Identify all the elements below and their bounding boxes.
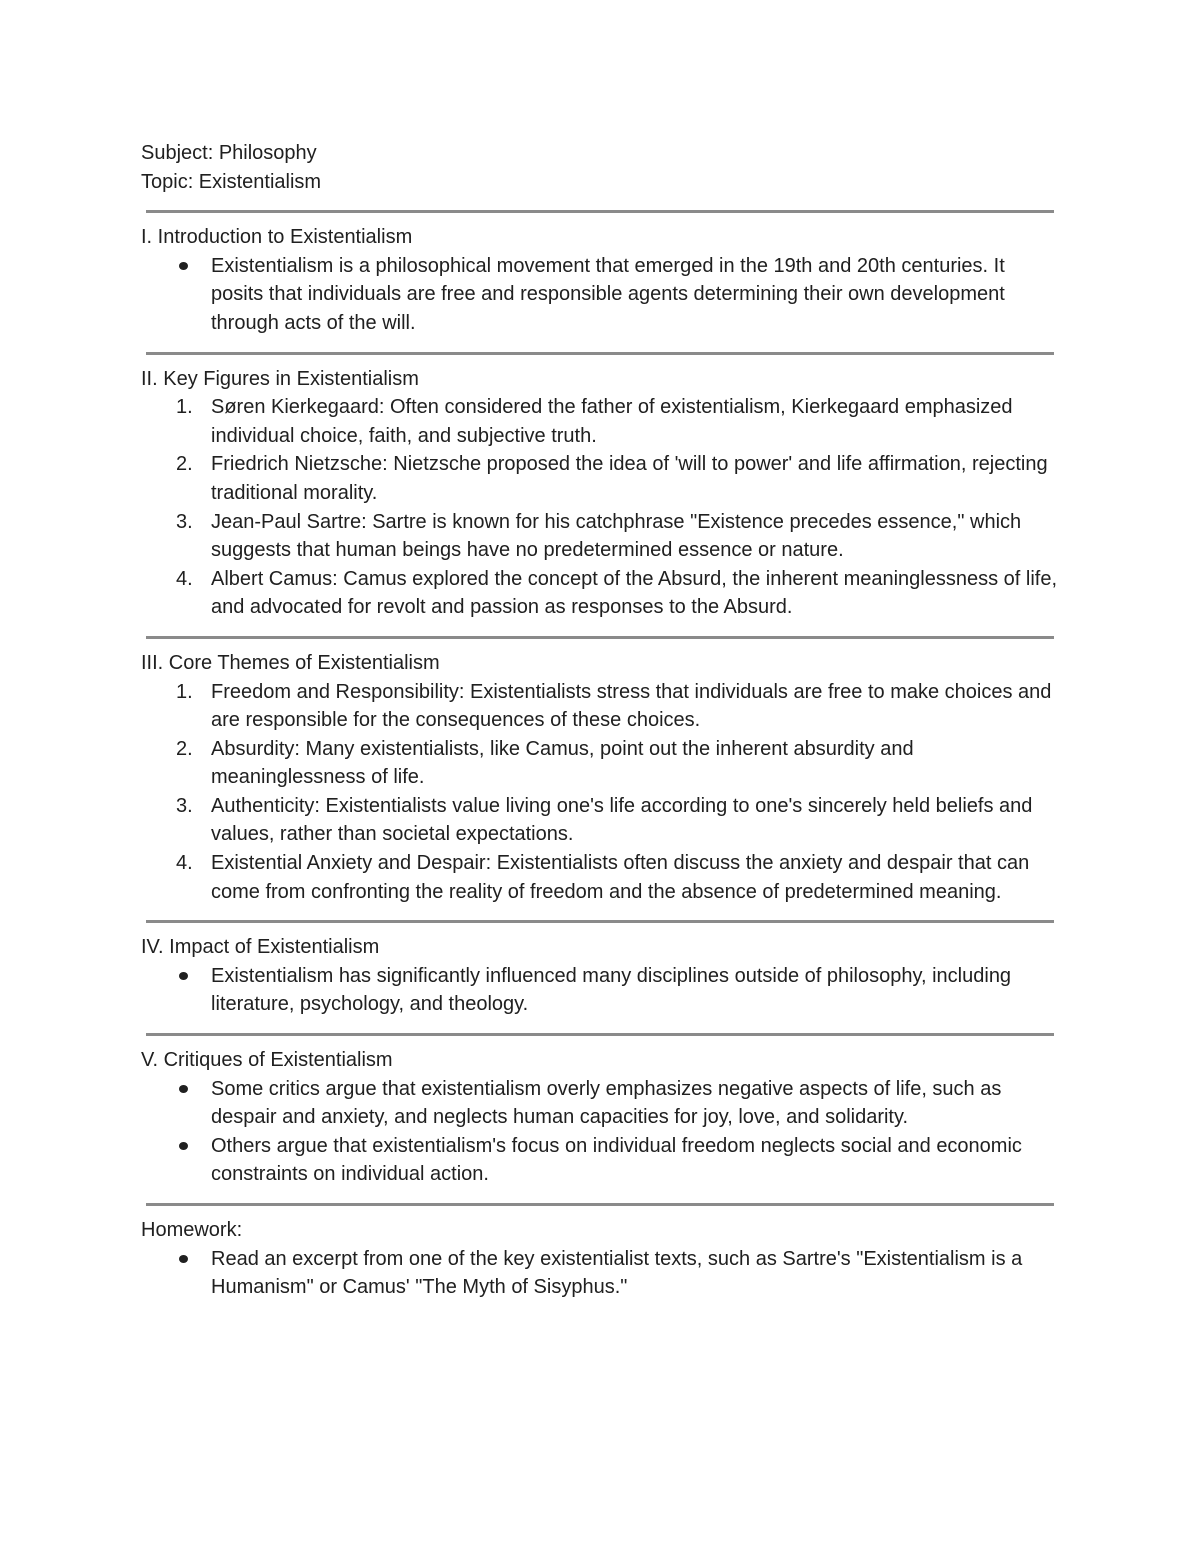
bullet-icon — [179, 1255, 188, 1263]
section-impact — [141, 933, 1061, 1019]
list-number: 3. — [176, 510, 193, 533]
list-number: 2. — [176, 453, 193, 476]
numbered-list — [141, 393, 1061, 622]
list-item — [141, 450, 1061, 507]
list-item — [141, 1075, 1061, 1132]
section-title: V. Critiques of Existentialism — [141, 1049, 393, 1072]
section-title: III. Core Themes of Existentialism — [141, 651, 440, 674]
bullet-icon — [179, 1142, 188, 1150]
list-item-text: Jean-Paul Sartre: Sartre is known for his catchphrase "Existence precedes essence," which suggests that human beings have no predetermined essence or nature. — [211, 510, 1022, 562]
list-number: 3. — [176, 794, 193, 817]
bullet-list — [141, 962, 1061, 1019]
list-item — [141, 1245, 1061, 1302]
list-item-text: Albert Camus: Camus explored the concept of the Absurd, the inherent meaninglessness of life, and advocated for revolt and passion as responses to the Absurd. — [211, 567, 1058, 619]
list-item-text: Read an excerpt from one of the key existentialist texts, such as Sartre's "Existentialism is a Humanism" or Camus' "The Myth of Sisyphus." — [211, 1247, 1023, 1299]
list-item — [141, 252, 1061, 338]
list-number: 1. — [176, 396, 193, 419]
bullet-icon — [179, 262, 188, 270]
section-title: II. Key Figures in Existentialism — [141, 367, 419, 390]
section-homework — [141, 1216, 1061, 1302]
list-item — [141, 565, 1061, 622]
bullet-icon — [179, 972, 188, 980]
topic-line: Topic: Existentialism — [141, 170, 322, 193]
section-divider — [146, 636, 1054, 639]
subject-line: Subject: Philosophy — [141, 142, 317, 164]
list-item — [141, 735, 1061, 792]
list-number: 4. — [176, 567, 193, 590]
section-critiques — [141, 1046, 1061, 1189]
list-item — [141, 678, 1061, 735]
section-title: Homework: — [141, 1219, 243, 1241]
section-divider — [146, 1203, 1054, 1206]
list-item — [141, 508, 1061, 565]
list-item-text: Existential Anxiety and Despair: Existentialists often discuss the anxiety and despair that can come from confronting the reality of freedom and the absence of predetermined meaning. — [211, 852, 1030, 903]
bullet-list — [141, 252, 1061, 338]
list-item — [141, 962, 1061, 1019]
list-item-text: Authenticity: Existentialists value living one's life according to one's sincerely held beliefs and values, rather than societal expectations. — [211, 794, 1033, 846]
list-item — [141, 792, 1061, 849]
list-item-text: Søren Kierkegaard: Often considered the father of existentialism, Kierkegaard emphasized individual choice, faith, and subjective truth. — [211, 396, 1013, 447]
numbered-list — [141, 678, 1061, 907]
list-number: 4. — [176, 852, 193, 875]
list-number: 1. — [176, 680, 193, 703]
list-item-text: Absurdity: Many existentialists, like Camus, point out the inherent absurdity and meaninglessness of life. — [211, 737, 914, 789]
list-item-text: Existentialism has significantly influenced many disciplines outside of philosophy, including literature, psychology, and theology. — [211, 964, 1012, 1016]
list-item-text: Existentialism is a philosophical movement that emerged in the 19th and 20th centuries. It posits that individuals are free and responsible agents determining their own development through acts of the will. — [211, 254, 1005, 334]
document-page — [141, 139, 1061, 1302]
list-item — [141, 849, 1061, 906]
list-item-text: Freedom and Responsibility: Existentialists stress that individuals are free to make choices and are responsible for the consequences of these choices. — [211, 680, 1052, 732]
bullet-list — [141, 1245, 1061, 1302]
list-item-text: Friedrich Nietzsche: Nietzsche proposed the idea of 'will to power' and life affirmation, rejecting traditional morality. — [211, 453, 1048, 504]
section-title: IV. Impact of Existentialism — [141, 936, 380, 959]
section-title: I. Introduction to Existentialism — [141, 226, 413, 249]
section-core-themes — [141, 649, 1061, 906]
section-divider — [146, 352, 1054, 355]
bullet-list — [141, 1075, 1061, 1189]
list-item-text: Some critics argue that existentialism overly emphasizes negative aspects of life, such as despair and anxiety, and neglects human capacities for joy, love, and solidarity. — [211, 1077, 1002, 1129]
list-item — [141, 1132, 1061, 1189]
section-introduction — [141, 223, 1061, 337]
list-number: 2. — [176, 737, 193, 760]
list-item — [141, 393, 1061, 450]
section-divider — [146, 210, 1054, 213]
bullet-icon — [179, 1085, 188, 1093]
section-divider — [146, 920, 1054, 923]
list-item-text: Others argue that existentialism's focus on individual freedom neglects social and economic constraints on individual action. — [211, 1134, 1022, 1186]
section-key-figures — [141, 365, 1061, 622]
section-divider — [146, 1033, 1054, 1036]
